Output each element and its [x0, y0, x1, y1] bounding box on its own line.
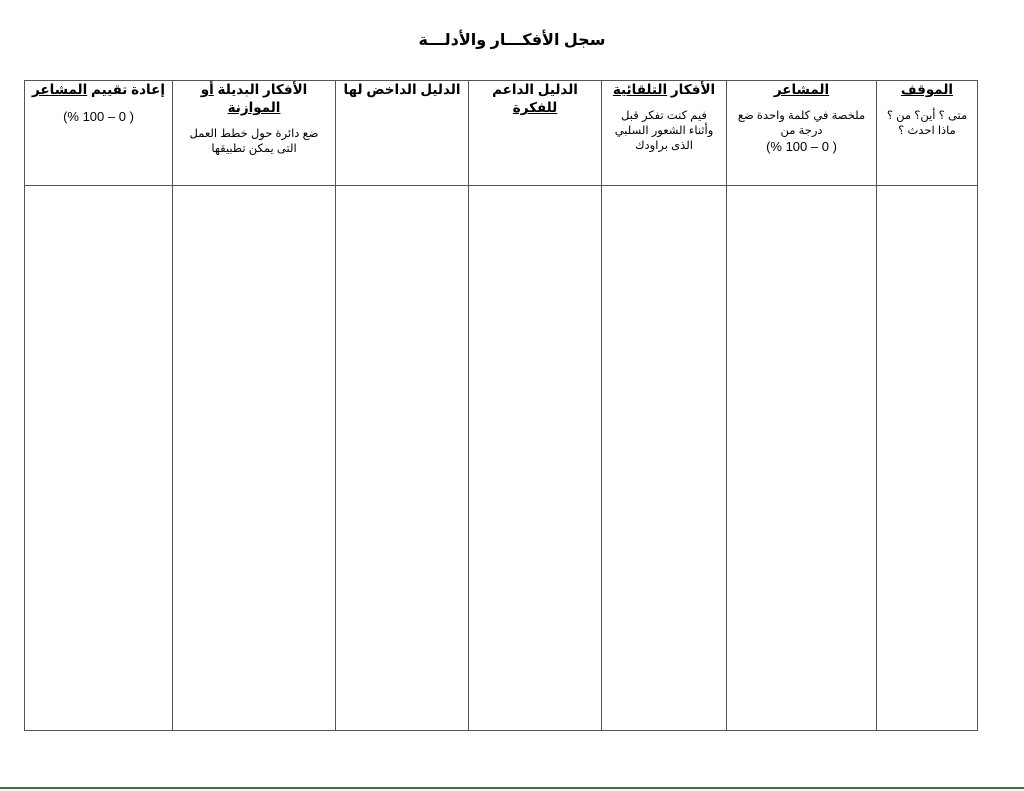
- thought-record-table: [24, 80, 978, 731]
- column-label-alternative-thoughts-plain: الأفكار البديلة: [217, 82, 308, 97]
- column-label-rerate-feelings-plain: إعادة تقييم: [90, 82, 165, 97]
- column-label-situation: الموقف: [900, 82, 954, 97]
- entry-cell-rerate-feelings[interactable]: [25, 186, 173, 731]
- entry-cell-refuting-evidence[interactable]: [336, 186, 469, 731]
- column-scale-rerate-feelings: ( 0 – 100 %): [63, 109, 134, 124]
- column-label-supporting-evidence-plain: الدليل الداعم: [492, 82, 578, 97]
- column-scale-feelings: ( 0 – 100 %): [766, 139, 837, 154]
- column-hint-feelings: ملخصة في كلمة واحدة ضع درجة من: [737, 110, 866, 137]
- column-hint-automatic-thoughts: فيم كنت تفكر قبل وأثناء الشعور السلبي الذى براودك: [614, 110, 714, 152]
- entry-cell-situation[interactable]: [877, 186, 978, 731]
- entry-cell-alternative-thoughts[interactable]: [173, 186, 336, 731]
- page-title: سجل الأفكـــار والأدلـــة: [418, 32, 606, 49]
- column-header-automatic-thoughts: [602, 81, 727, 186]
- column-label-alternative-thoughts-underlined: أو الموازنة: [200, 82, 281, 115]
- column-header-alternative-thoughts: [173, 81, 336, 186]
- column-label-refuting-evidence: الدليل الداخض لها: [343, 82, 461, 97]
- column-header-rerate-feelings: [25, 81, 173, 186]
- column-header-feelings: [727, 81, 877, 186]
- entry-cell-feelings[interactable]: [727, 186, 877, 731]
- table-header-row: [25, 81, 978, 186]
- column-header-situation: [877, 81, 978, 186]
- entry-cell-supporting-evidence[interactable]: [469, 186, 602, 731]
- column-label-rerate-feelings-underlined: المشاعر: [32, 82, 88, 97]
- column-hint-alternative-thoughts: ضع دائرة حول خطط العمل التى يمكن تطبيقها: [189, 128, 319, 155]
- table-entry-row: [25, 186, 978, 731]
- page-bottom-rule: [0, 787, 1024, 789]
- column-label-automatic-thoughts-underlined: التلقائية: [612, 82, 668, 97]
- column-hint-situation: متى ؟ أين؟ من ؟ ماذا احدث ؟: [886, 110, 968, 137]
- column-label-automatic-thoughts-plain: الأفكار: [670, 82, 716, 97]
- entry-cell-automatic-thoughts[interactable]: [602, 186, 727, 731]
- column-label-feelings: المشاعر: [773, 82, 830, 97]
- column-header-supporting-evidence: [469, 81, 602, 186]
- column-header-refuting-evidence: [336, 81, 469, 186]
- column-label-supporting-evidence-underlined: للفكرة: [512, 100, 558, 115]
